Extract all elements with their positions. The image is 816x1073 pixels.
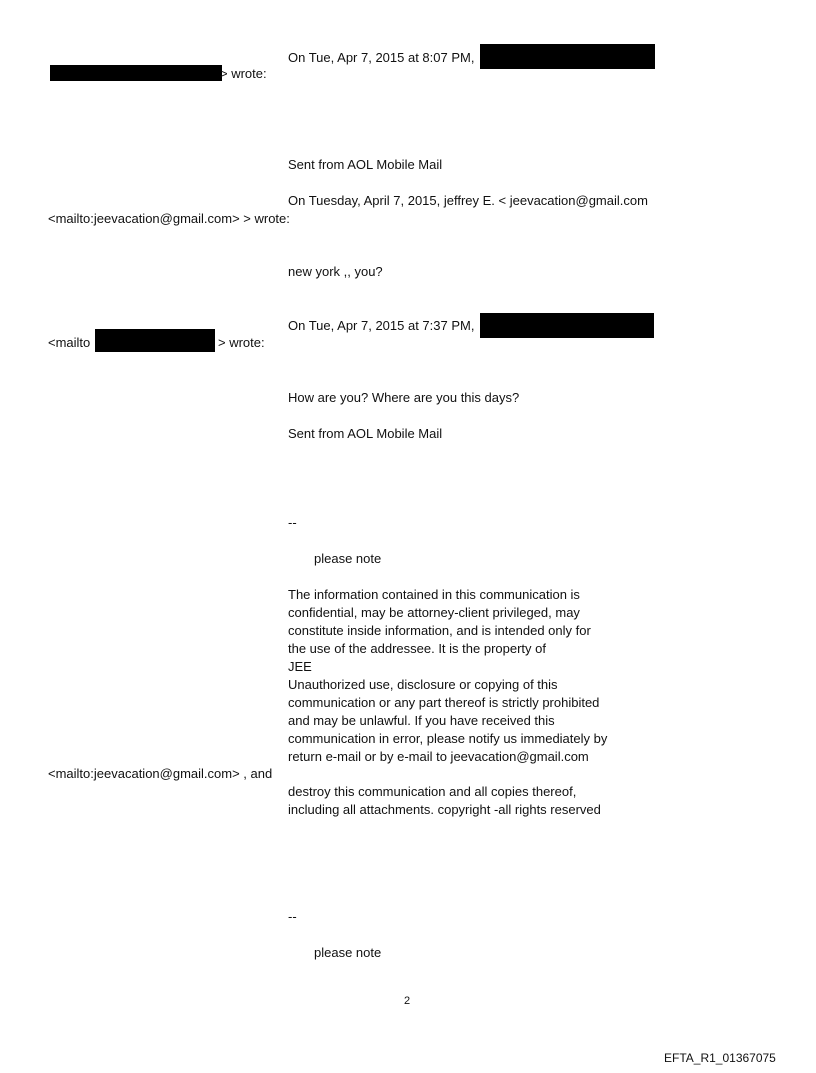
- disclaimer-line: confidential, may be attorney-client privileged, may: [288, 605, 580, 620]
- quote-header-3: On Tue, Apr 7, 2015 at 7:37 PM,: [288, 318, 475, 333]
- page-number: 2: [404, 995, 411, 1007]
- disclaimer-line: the use of the addressee. It is the property of: [288, 641, 546, 656]
- document-id: EFTA_R1_01367075: [664, 1051, 776, 1065]
- please-note-heading: please note: [314, 551, 382, 566]
- redaction-block: [480, 313, 654, 338]
- disclaimer-line: communication or any part thereof is strictly prohibited: [288, 695, 600, 710]
- redaction-block: [480, 44, 655, 69]
- disclaimer-line: and may be unlawful. If you have received this: [288, 713, 555, 728]
- separator: --: [288, 909, 297, 924]
- disclaimer-line: constitute inside information, and is intended only for: [288, 623, 591, 638]
- disclaimer-line: The information contained in this communication is: [288, 587, 580, 602]
- disclaimer-mailto: <mailto:jeevacation@gmail.com> , and: [48, 766, 273, 781]
- disclaimer-line: JEE: [288, 659, 312, 674]
- quote-header-3-suffix: > wrote:: [218, 335, 265, 350]
- quote-header-3-prefix: <mailto: [48, 335, 91, 350]
- sent-from-signature: Sent from AOL Mobile Mail: [288, 157, 443, 172]
- quote-header-1: On Tue, Apr 7, 2015 at 8:07 PM,: [288, 50, 475, 65]
- quote-header-1-suffix: > wrote:: [220, 66, 267, 81]
- separator: --: [288, 515, 297, 530]
- redaction-block: [50, 65, 222, 81]
- disclaimer-paragraph: [288, 586, 607, 766]
- message-body: How are you? Where are you this days?: [288, 390, 520, 405]
- disclaimer-line: return e-mail or by e-mail to jeevacation@gmail.com: [288, 749, 589, 764]
- disclaimer-line: destroy this communication and all copies thereof,: [288, 784, 577, 799]
- quote-header-2-continuation: <mailto:jeevacation@gmail.com> > wrote:: [48, 211, 290, 226]
- message-body: new york ,, you?: [288, 264, 383, 279]
- please-note-heading: please note: [314, 945, 382, 960]
- disclaimer-line: communication in error, please notify us immediately by: [288, 731, 608, 746]
- sent-from-signature: Sent from AOL Mobile Mail: [288, 426, 443, 441]
- disclaimer-line: Unauthorized use, disclosure or copying of this: [288, 677, 558, 692]
- disclaimer-tail: [288, 783, 601, 819]
- disclaimer-line: including all attachments. copyright -all rights reserved: [288, 802, 601, 817]
- redaction-block: [95, 329, 215, 352]
- quote-header-2: On Tuesday, April 7, 2015, jeffrey E. < jeevacation@gmail.com: [288, 193, 648, 208]
